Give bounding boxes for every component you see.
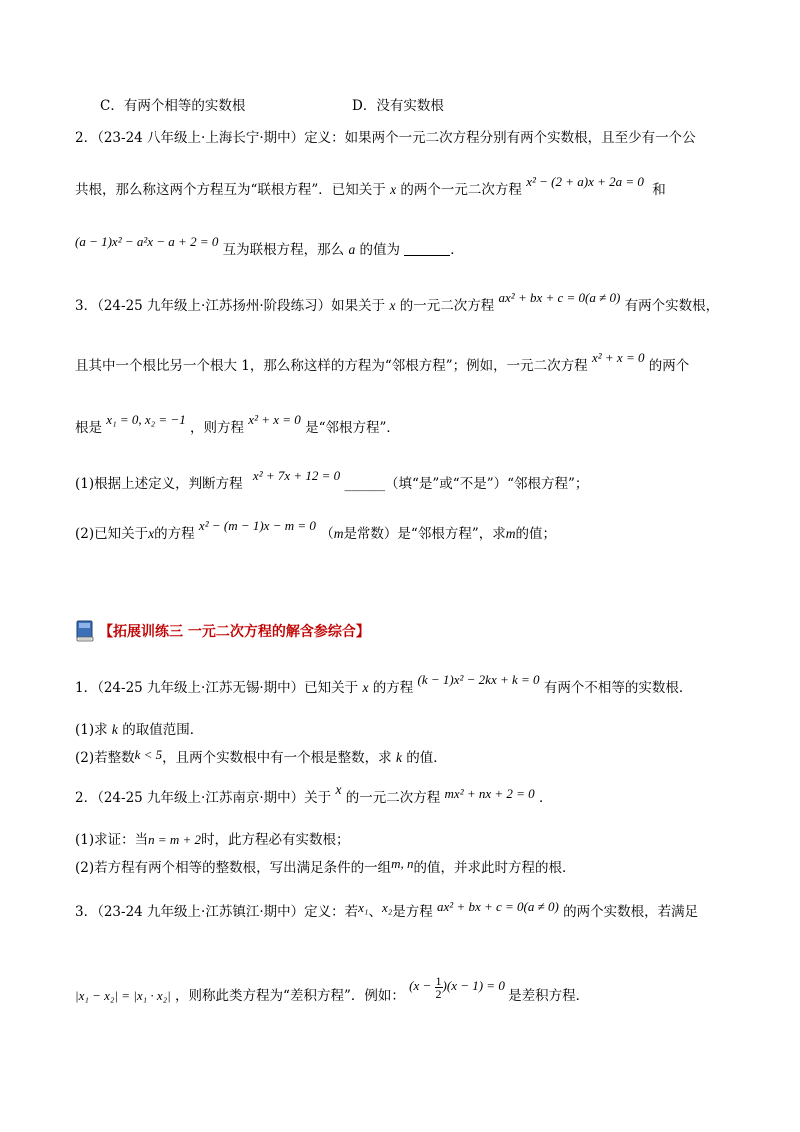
- math-var: x₂: [381, 900, 393, 915]
- question-text: ______（填“是”或“不是”）“邻根方程”；: [344, 476, 589, 492]
- problem-3-question-2: [75, 518, 556, 544]
- equation: x² + x = 0: [591, 350, 645, 365]
- question-text: (1)根据上述定义，判断方程: [75, 476, 243, 492]
- problem-source: （23-24 八年级上·上海长宁·期中）: [97, 130, 305, 146]
- problem-text: 的两个实数根，若满足: [563, 904, 699, 920]
- question-text: 的取值范围．: [122, 722, 204, 738]
- problem-number: 3．: [75, 904, 98, 920]
- problem-text: ，则称此类方程为“差积方程”．例如：: [175, 988, 405, 1004]
- section-heading: [75, 620, 370, 642]
- question-text: ，且两个实数根中有一个根是整数，求: [162, 750, 392, 766]
- equation-part: (x −: [409, 978, 435, 993]
- question-text: (2)若方程有两个相等的整数根，写出满足条件的一组: [75, 860, 392, 876]
- math-var: x: [390, 182, 397, 197]
- problem-source: （24-25 九年级上·江苏无锡·期中）: [97, 680, 305, 696]
- problem-text: ，则方程: [190, 420, 244, 436]
- question-text: 时，此方程必有实数根；: [201, 832, 350, 848]
- question-text: 的值．: [406, 750, 447, 766]
- problem-2-line-3: [75, 234, 464, 260]
- problem-number: 2．: [75, 130, 98, 146]
- equation: (a − 1)x² − a²x − a + 2 = 0: [75, 234, 219, 249]
- equation: ax² + bx + c = 0(a ≠ 0): [498, 290, 621, 305]
- s3-problem-2-question-1: [75, 830, 350, 850]
- answer-blank[interactable]: [404, 241, 450, 256]
- problem-3-line-2: [75, 350, 690, 376]
- problem-text: 是方程: [392, 904, 433, 920]
- question-text: 的方程: [154, 526, 195, 542]
- problem-text: 关于: [304, 790, 332, 806]
- problem-text: 且其中一个根比另一个根大 1，那么称这样的方程为“邻根方程”；例如，一元二次方程: [75, 358, 588, 374]
- example-equation: [409, 973, 508, 1001]
- equation-part: )(x − 1) = 0: [442, 978, 505, 993]
- equation: ax² + bx + c = 0(a ≠ 0): [437, 899, 559, 914]
- separator: 、: [368, 904, 382, 920]
- problem-text: 有两个不相等的实数根．: [543, 680, 693, 696]
- equation: (k − 1)x² − 2kx + k = 0: [417, 672, 540, 687]
- question-text: （: [320, 526, 334, 542]
- problem-text: 和: [652, 182, 666, 198]
- problem-2-line-2: [75, 174, 666, 200]
- problem-text: 共根，那么称这两个方程互为“联根方程”．已知关于: [75, 182, 386, 198]
- math-var: m: [333, 526, 344, 541]
- problem-text: 如果关于: [331, 298, 386, 314]
- s3-problem-3-line-1: [75, 899, 699, 922]
- s3-problem-2-line-1: [75, 782, 553, 808]
- problem-source: （24-25 九年级上·江苏南京·期中）: [97, 790, 305, 806]
- equation: x² + 7x + 12 = 0: [252, 468, 341, 483]
- problem-3-line-3: [75, 412, 400, 438]
- equation: |x₁ − x₂| = |x₁ · x₂|: [75, 988, 171, 1003]
- problem-number: 3．: [75, 298, 98, 314]
- s3-problem-1-question-1: [75, 720, 203, 740]
- s3-problem-1-line-1: [75, 672, 693, 698]
- equation: x₁ = 0, x₂ = −1: [106, 412, 186, 427]
- question-text: (1)求: [75, 722, 108, 738]
- math-var: x: [389, 298, 396, 313]
- fraction-numerator: 1: [435, 973, 442, 988]
- equation: x² + x = 0: [248, 412, 301, 427]
- problem-3-line-1: [75, 290, 720, 316]
- math-var: m: [505, 526, 516, 541]
- period: ．: [538, 790, 553, 806]
- problem-text: 的方程: [372, 680, 414, 696]
- equation: m, n: [391, 856, 414, 871]
- problem-text: 的值为: [359, 242, 400, 258]
- problem-2-line-1: [75, 128, 696, 148]
- problem-text: 是“邻根方程”．: [305, 420, 400, 436]
- equation: mx² + nx + 2 = 0: [444, 786, 535, 801]
- problem-text: 的两个一元二次方程: [400, 182, 522, 198]
- period: ．: [450, 242, 464, 258]
- problem-text: 有两个实数根，: [624, 298, 720, 314]
- problem-text: 的一元二次方程: [399, 298, 495, 314]
- math-var: x₁: [358, 900, 369, 915]
- problem-text: 是差积方程．: [508, 988, 590, 1004]
- problem-text: 互为联根方程，那么: [222, 242, 345, 258]
- equation: n = m + 2: [148, 832, 202, 847]
- problem-text: 的一元二次方程: [345, 790, 441, 806]
- s3-problem-2-question-2: [75, 858, 576, 878]
- equation: x² − (m − 1)x − m = 0: [198, 518, 316, 533]
- fraction-denominator: 2: [435, 986, 442, 1001]
- fraction: [435, 975, 443, 1000]
- question-text: (1)求证：当: [75, 832, 149, 848]
- question-text: 的值；: [515, 526, 556, 542]
- option-c: C．有两个相等的实数根: [100, 98, 246, 114]
- math-var: x: [148, 526, 155, 541]
- section-title: 【拓展训练三 一元二次方程的解含参综合】: [99, 624, 370, 640]
- problem-text: 的两个: [648, 358, 690, 374]
- question-text: 是常数）是“邻根方程”，求: [343, 526, 506, 542]
- math-var: x: [335, 782, 342, 797]
- s3-problem-1-question-2: [75, 748, 447, 768]
- equation: x² − (2 + a)x + 2a = 0: [526, 174, 644, 189]
- question-text: 的值，并求此时方程的根．: [413, 860, 576, 876]
- math-var: a: [348, 242, 356, 257]
- problem-source: （23-24 九年级上·江苏镇江·期中）: [97, 904, 305, 920]
- math-var: k: [395, 750, 402, 765]
- option-d: D．没有实数根: [352, 98, 444, 114]
- problem-text: 根是: [75, 420, 102, 436]
- question-text: (2)若整数: [75, 750, 135, 766]
- problem-text: 已知关于: [304, 680, 359, 696]
- s3-problem-3-line-2: [75, 973, 590, 1010]
- question-text: (2)已知关于: [75, 526, 149, 542]
- math-var: x: [362, 680, 369, 695]
- math-var: k: [111, 722, 118, 737]
- problem-3-question-1: [75, 468, 589, 494]
- problem-text: 定义：若: [304, 904, 359, 920]
- problem-text: 定义：如果两个一元二次方程分别有两个实数根，且至少有一个公: [304, 130, 696, 146]
- problem-source: （24-25 九年级上·江苏扬州·阶段练习）: [97, 298, 332, 314]
- book-icon: [75, 620, 95, 642]
- equation: k < 5: [134, 747, 163, 762]
- problem-number: 2．: [75, 790, 98, 806]
- problem-number: 1．: [75, 680, 98, 696]
